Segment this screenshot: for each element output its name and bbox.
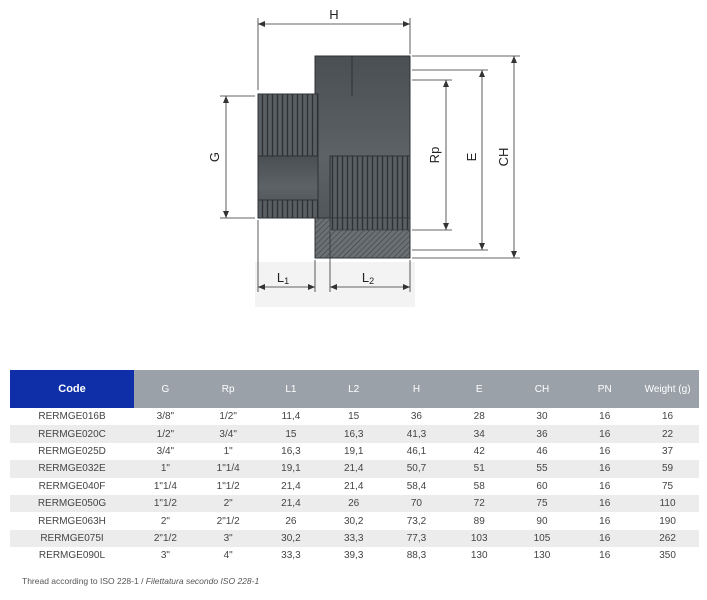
cell-e: 103 (448, 530, 511, 547)
dim-label-e: E (464, 152, 479, 162)
cell-ch: 130 (533, 550, 551, 562)
cell-ch: 75 (511, 495, 574, 512)
cell-ch: 36 (511, 425, 574, 442)
dim-label-ch: CH (496, 147, 511, 167)
cell-l1: 16,3 (281, 445, 301, 457)
table-row (10, 495, 699, 512)
cell-rp: 1"1/4 (197, 460, 260, 477)
cell-e: 34 (448, 425, 511, 442)
cell-e: 28 (473, 411, 485, 423)
cell-pn: 16 (599, 515, 611, 527)
table-row (10, 425, 699, 442)
cell-l1: 26 (285, 515, 297, 527)
cell-weight: 22 (636, 425, 699, 442)
cell-rp: 2"1/2 (216, 515, 240, 527)
dim-label-l1: L1 (276, 270, 290, 286)
cell-rp: 3/4" (197, 425, 260, 442)
cell-h: 70 (385, 495, 448, 512)
cell-e: 58 (473, 480, 485, 492)
cell-code: RERMGE040F (38, 480, 106, 492)
table-row (10, 443, 699, 460)
cell-h: 50,7 (385, 460, 448, 477)
table-row (10, 478, 699, 495)
table-row (10, 512, 699, 529)
cell-pn: 16 (573, 425, 636, 442)
table-row (10, 460, 699, 477)
cell-ch: 90 (536, 515, 548, 527)
table-row (10, 530, 699, 547)
spec-table (10, 370, 699, 565)
col-header-g: G (134, 370, 197, 408)
cell-weight: 262 (636, 530, 699, 547)
cell-g: 1"1/2 (134, 495, 197, 512)
col-header-h: H (385, 370, 448, 408)
cell-weight: 75 (662, 480, 674, 492)
cell-code: RERMGE032E (10, 460, 134, 477)
female-thread (330, 156, 410, 218)
cell-l2: 30,2 (343, 515, 364, 527)
dim-label-h: H (329, 7, 339, 22)
cell-g: 3/8" (156, 411, 175, 423)
cell-h: 73,2 (406, 515, 427, 527)
cell-rp: 1"1/2 (216, 480, 240, 492)
cell-e: 72 (448, 495, 511, 512)
cell-g: 1" (134, 460, 197, 477)
cell-weight: 37 (662, 445, 674, 457)
cell-rp: 4" (223, 550, 233, 562)
cell-code: RERMGE016B (38, 411, 106, 423)
cell-weight: 110 (636, 495, 699, 512)
cell-l1: 33,3 (281, 550, 301, 562)
cell-pn: 16 (573, 530, 636, 547)
dim-label-g: G (207, 151, 222, 163)
table-header-row (10, 370, 699, 408)
table-row (10, 408, 699, 425)
cell-rp: 1/2" (219, 411, 237, 423)
cell-h: 36 (410, 411, 422, 423)
cell-weight: 16 (662, 411, 674, 423)
thread-footnote (22, 576, 259, 586)
cell-rp: 2" (197, 495, 260, 512)
cell-ch: 30 (536, 411, 548, 423)
col-header-code: Code (10, 370, 134, 408)
cell-l2: 21,4 (322, 460, 385, 477)
cell-l2: 21,4 (343, 480, 364, 492)
col-header-l2: L2 (322, 370, 385, 408)
cell-e: 130 (470, 550, 488, 562)
cell-g: 2"1/2 (134, 530, 197, 547)
cell-code: RERMGE020C (10, 425, 134, 442)
cell-ch: 60 (536, 480, 548, 492)
cell-l1: 30,2 (260, 530, 323, 547)
dim-label-l2: L2 (361, 270, 375, 286)
col-header-pn: PN (573, 370, 636, 408)
cell-weight: 350 (659, 550, 676, 562)
table-row (10, 547, 699, 564)
col-header-rp: Rp (197, 370, 260, 408)
cell-ch: 105 (511, 530, 574, 547)
cell-h: 46,1 (406, 445, 427, 457)
cell-h: 88,3 (406, 550, 427, 562)
cell-code: RERMGE090L (38, 550, 106, 562)
cell-l1: 15 (260, 425, 323, 442)
cell-ch: 55 (511, 460, 574, 477)
cell-h: 58,4 (406, 480, 427, 492)
cell-g: 2" (160, 515, 170, 527)
col-header-ch: CH (511, 370, 574, 408)
col-header-weight: Weight (g) (636, 370, 699, 408)
footnote-italic: Filettatura secondo ISO 228-1 (145, 576, 260, 586)
cell-g: 3" (160, 550, 170, 562)
cell-code: RERMGE025D (38, 445, 106, 457)
spec-table-body (10, 408, 699, 565)
cell-e: 42 (473, 445, 485, 457)
cell-l1: 21,4 (260, 495, 323, 512)
cell-pn: 16 (573, 460, 636, 477)
cell-g: 3/4" (156, 445, 175, 457)
cell-l2: 26 (322, 495, 385, 512)
cell-h: 77,3 (385, 530, 448, 547)
cell-weight: 59 (636, 460, 699, 477)
cell-l2: 33,3 (322, 530, 385, 547)
cell-l2: 39,3 (343, 550, 364, 562)
cell-rp: 3" (197, 530, 260, 547)
cell-l1: 11,4 (281, 411, 301, 423)
cell-h: 41,3 (385, 425, 448, 442)
cell-pn: 16 (599, 550, 611, 562)
cell-pn: 16 (599, 445, 611, 457)
col-header-l1: L1 (260, 370, 323, 408)
cell-ch: 46 (536, 445, 548, 457)
dim-label-rp: Rp (427, 146, 442, 164)
male-thread-upper (258, 94, 318, 156)
cell-weight: 190 (659, 515, 676, 527)
cell-l1: 21,4 (281, 480, 301, 492)
col-header-e: E (448, 370, 511, 408)
cell-l2: 15 (348, 411, 360, 423)
cell-rp: 1" (223, 445, 233, 457)
cell-e: 51 (448, 460, 511, 477)
cell-l2: 19,1 (343, 445, 364, 457)
cell-e: 89 (473, 515, 485, 527)
cell-code: RERMGE050G (10, 495, 134, 512)
cell-l2: 16,3 (322, 425, 385, 442)
cell-g: 1"1/4 (153, 480, 177, 492)
cell-g: 1/2" (134, 425, 197, 442)
footnote-text: Thread according to ISO 228-1 / (22, 576, 146, 586)
cell-l1: 19,1 (260, 460, 323, 477)
cell-pn: 16 (599, 480, 611, 492)
cell-pn: 16 (599, 411, 611, 423)
cell-code: RERMGE063H (38, 515, 106, 527)
cell-code: RERMGE075I (10, 530, 134, 547)
cell-pn: 16 (573, 495, 636, 512)
